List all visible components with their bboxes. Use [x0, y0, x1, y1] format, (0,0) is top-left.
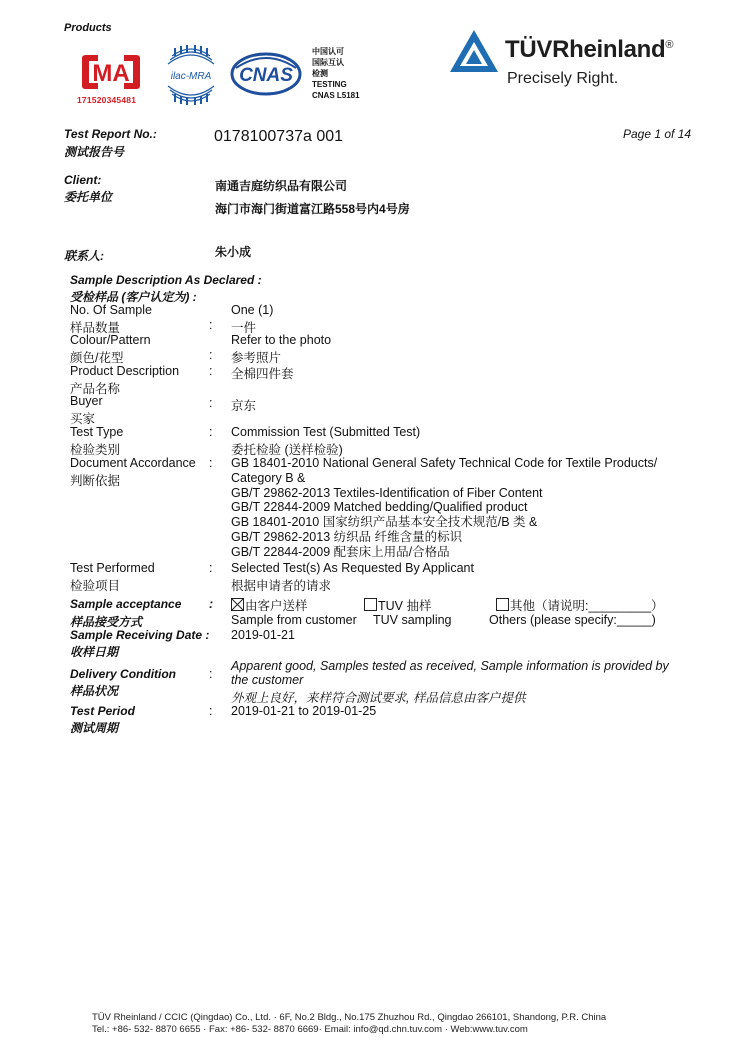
no-of-sample-label-cn: 样品数量 [70, 321, 121, 335]
sample-acceptance-label-cn: 样品接受方式 [70, 615, 143, 629]
cma-logo-icon [78, 52, 144, 92]
test-type-label-cn: 检验类别 [70, 443, 121, 457]
empty-checkbox-icon [496, 598, 509, 611]
colon: : [209, 348, 213, 362]
no-of-sample-value: One (1) [231, 303, 274, 317]
report-number-label-cn: 测试报告号 [64, 145, 125, 159]
buyer-value: 京东 [231, 399, 257, 413]
option-tuv-en: TUV sampling [373, 613, 452, 627]
colour-value-cn: 参考照片 [231, 351, 282, 365]
product-value: 全棉四件套 [231, 367, 294, 381]
tuv-triangle-icon [448, 28, 500, 74]
doc-line: GB/T 22844-2009 Matched bedding/Qualified product [231, 500, 528, 515]
colon: : [209, 364, 213, 378]
receiving-date-label-cn: 收样日期 [70, 645, 119, 659]
delivery-condition-value-line2: the customer [231, 673, 304, 687]
option-tuv: TUV 抽样 [364, 596, 431, 614]
doc-line: GB/T 29862-2013 纺织品 纤维含量的标识 [231, 529, 463, 544]
contact-label: 联系人: [64, 249, 104, 263]
ilac-mra-logo-icon [160, 44, 222, 106]
test-performed-label: Test Performed [70, 561, 155, 575]
test-period-value: 2019-01-21 to 2019-01-25 [231, 704, 377, 718]
colour-label-cn: 颜色/花型 [70, 351, 124, 365]
tuv-brand-name: TÜVRheinland® [505, 36, 674, 63]
product-label-cn: 产品名称 [70, 382, 121, 396]
document-accordance-list [231, 456, 657, 560]
footer-address: TÜV Rheinland / CCIC (Qingdao) Co., Ltd. · 6F, No.2 Bldg., No.175 Zhuzhou Rd., Qingdao 266101, Shandong, P.R. China [92, 1012, 607, 1023]
colon: : [209, 704, 213, 718]
test-period-label-cn: 测试周期 [70, 721, 119, 735]
doc-line: GB 18401-2010 National General Safety Technical Code for Textile Products/ [231, 456, 658, 470]
colon: : [209, 456, 213, 470]
option-customer-en: Sample from customer [231, 613, 357, 627]
doc-line: GB/T 29862-2013 Textiles-Identification of Fiber Content [231, 485, 543, 500]
option-others-en: Others (please specify:_____) [489, 613, 656, 627]
buyer-label-cn: 买家 [70, 412, 96, 426]
no-of-sample-label: No. Of Sample [70, 303, 152, 317]
delivery-condition-label-cn: 样品状况 [70, 684, 119, 698]
test-type-label: Test Type [70, 425, 124, 439]
colour-value: Refer to the photo [231, 333, 332, 347]
contact-name: 朱小成 [215, 245, 252, 259]
ma-text: MA [92, 60, 130, 87]
colon: : [209, 667, 213, 681]
test-performed-value-cn: 根据申请者的请求 [231, 579, 332, 593]
option-others: 其他（请说明:_________） [496, 596, 664, 614]
ilac-text: ilac-MRA [170, 71, 212, 82]
footer-contact: Tel.: +86- 532- 8870 6655 · Fax: +86- 532- 8870 6669· Email: info@qd.chn.tuv.com · Web:www.tuv.com [92, 1024, 528, 1035]
colour-label: Colour/Pattern [70, 333, 151, 347]
colon: : [209, 561, 213, 575]
tuv-slogan: Precisely Right. [507, 70, 619, 87]
cnas-accreditation-text: 中国认可 国际互认 检测 TESTING CNAS L5181 [312, 47, 360, 100]
receiving-date-label: Sample Receiving Date : [70, 628, 210, 642]
client-label: Client: [64, 173, 102, 187]
report-number-label: Test Report No.: [64, 127, 157, 141]
test-type-value-cn: 委托检验 (送样检验) [231, 443, 343, 457]
report-number-value: 0178100737a 001 [214, 128, 344, 145]
empty-checkbox-icon [364, 598, 377, 611]
document-accordance-label: Document Accordance [70, 456, 196, 470]
delivery-condition-value-cn: 外观上良好，来样符合测试要求, 样品信息由客户提供 [231, 691, 526, 705]
sample-section-title: Sample Description As Declared : [70, 273, 262, 287]
option-customer: 由客户送样 [231, 596, 308, 614]
client-address: 海门市海门街道富江路558号内4号房 [215, 202, 410, 216]
page-indicator: Page 1 of 14 [623, 127, 692, 141]
client-name: 南通吉庭纺织品有限公司 [215, 179, 348, 193]
client-label-cn: 委托单位 [64, 190, 113, 204]
test-type-value: Commission Test (Submitted Test) [231, 425, 421, 439]
colon: : [209, 318, 213, 332]
ma-number: 171520345481 [77, 95, 137, 105]
cnas-text: CNAS [239, 65, 293, 86]
no-of-sample-value-cn: 一件 [231, 321, 257, 335]
colon: : [209, 425, 213, 439]
colon: : [209, 396, 213, 410]
delivery-condition-value: Apparent good, Samples tested as received, Sample information is provided by [231, 659, 669, 673]
buyer-label: Buyer [70, 394, 103, 408]
checked-checkbox-icon [231, 598, 244, 611]
doc-line: GB 18401-2010 国家纺织产品基本安全技术规范/B 类 & [231, 515, 538, 530]
doc-line: Category B & [231, 470, 306, 485]
sample-section-title-cn: 受检样品 (客户认定为) : [70, 290, 197, 304]
sample-acceptance-label: Sample acceptance [70, 597, 182, 611]
doc-line: GB/T 22844-2009 配套床上用品/合格品 [231, 544, 450, 559]
products-label: Products [64, 22, 112, 34]
test-period-label: Test Period [70, 704, 135, 718]
test-performed-value: Selected Test(s) As Requested By Applicant [231, 561, 474, 575]
receiving-date-value: 2019-01-21 [231, 628, 295, 642]
colon: : [209, 597, 214, 611]
test-performed-label-cn: 检验项目 [70, 579, 121, 593]
product-label: Product Description [70, 364, 180, 378]
cnas-logo-icon [230, 50, 302, 98]
delivery-condition-label: Delivery Condition [70, 667, 177, 681]
document-accordance-label-cn: 判断依据 [70, 474, 121, 488]
